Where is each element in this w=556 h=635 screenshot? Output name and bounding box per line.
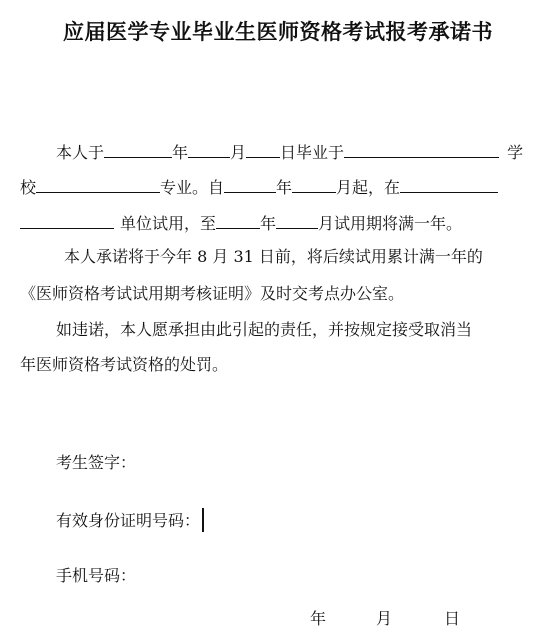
graduation-month-blank[interactable] [188, 140, 230, 158]
promise-paragraph-line2: 《医师资格考试试用期考核证明》及时交考点办公室。 [20, 284, 405, 303]
promise-paragraph-line1: 本人承诺将于今年 8 月 31 日前，将后续试用累计满一年的 [64, 247, 483, 266]
date-month: 月 [376, 609, 393, 628]
text-cursor[interactable] [202, 508, 204, 532]
date-year: 年 [310, 609, 327, 628]
text-school: 校 [20, 178, 37, 197]
text-end: 月试用期将满一年。 [318, 214, 463, 233]
text-month-from: 月起，在 [336, 178, 401, 197]
graduation-day-blank[interactable] [246, 140, 280, 158]
phone-number-label: 手机号码： [56, 566, 137, 585]
end-month-blank[interactable] [276, 211, 318, 229]
graduation-year-blank[interactable] [104, 140, 172, 158]
text-day: 日毕业于 [280, 143, 345, 162]
text-year: 年 [172, 143, 189, 162]
major-line [20, 175, 498, 198]
start-month-blank[interactable] [292, 175, 336, 193]
school-name-blank[interactable] [344, 140, 499, 158]
school-continued-blank[interactable] [36, 175, 160, 193]
id-number-row [56, 508, 204, 532]
breach-paragraph-line2: 年医师资格考试资格的处罚。 [20, 355, 229, 374]
text-year: 年 [276, 178, 293, 197]
unit-name-continued-blank[interactable] [20, 211, 114, 229]
date-day: 日 [444, 609, 461, 628]
start-year-blank[interactable] [224, 175, 276, 193]
examinee-signature-label: 考生签字： [56, 453, 137, 472]
breach-paragraph-line1: 如违诺，本人愿承担由此引起的责任，并按规定接受取消当 [56, 320, 473, 339]
id-number-label: 有效身份证明号码： [56, 511, 201, 530]
text-school-end: 学 [507, 143, 524, 162]
text-prefix: 本人于 [56, 143, 105, 162]
unit-name-blank[interactable] [400, 175, 498, 193]
text-year: 年 [260, 214, 277, 233]
unit-line [20, 211, 462, 234]
document-title: 应届医学专业毕业生医师资格考试报考承诺书 [63, 20, 493, 44]
end-year-blank[interactable] [216, 211, 260, 229]
text-month: 月 [230, 143, 247, 162]
text-major: 专业。自 [160, 178, 225, 197]
graduation-line [20, 140, 523, 163]
text-unit: 单位试用，至 [120, 214, 217, 233]
